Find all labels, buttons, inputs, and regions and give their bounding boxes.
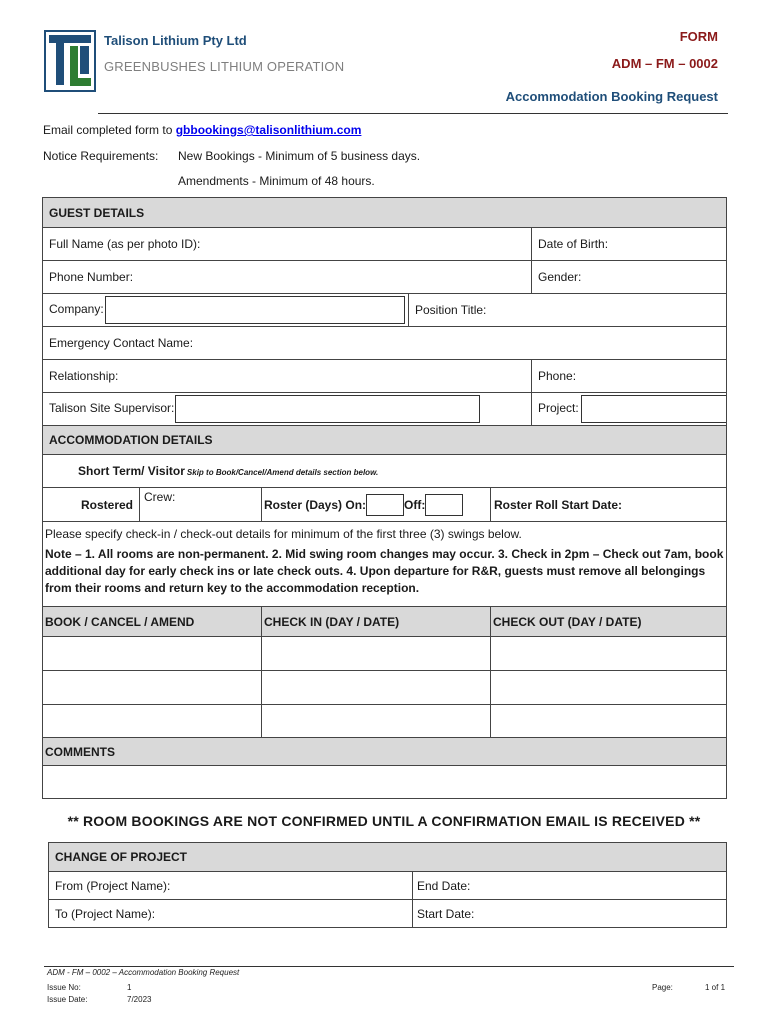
short-term-label: Short Term/ Visitor (78, 464, 185, 478)
start-date-label: Start Date: (417, 906, 475, 921)
swing-1-check-in[interactable] (262, 637, 491, 671)
phone-label: Phone: (538, 369, 577, 383)
short-term-row[interactable] (43, 455, 727, 488)
page-value: 1 of 1 (705, 983, 726, 992)
from-project-label: From (Project Name): (55, 878, 171, 893)
footer-form-title: ADM - FM – 0002 – Accommodation Booking Request (47, 968, 240, 977)
full-name-field[interactable] (43, 228, 532, 261)
gender-label: Gender: (538, 270, 582, 284)
company-field (43, 294, 409, 327)
position-label: Position Title: (415, 303, 487, 317)
change-of-project-header: CHANGE OF PROJECT (49, 843, 727, 872)
form-code: ADM – FM – 0002 (611, 56, 718, 71)
phone-number-label: Phone Number: (49, 270, 134, 284)
company-input[interactable] (105, 296, 405, 324)
footer-divider (44, 966, 734, 967)
roster-days-field (261, 488, 490, 521)
form-label: FORM (679, 29, 718, 44)
company-label: Company: (49, 302, 104, 317)
roster-off-input[interactable] (425, 494, 463, 516)
roster-roll-start-field[interactable] (490, 488, 726, 521)
end-date-field[interactable] (413, 872, 727, 900)
supervisor-field (43, 393, 532, 426)
operation-name: GREENBUSHES LITHIUM OPERATION (104, 59, 345, 74)
specify-text: Please specify check-in / check-out details for minimum of the first three (3) swings below. (45, 527, 522, 541)
start-date-field[interactable] (413, 900, 727, 928)
comments-field[interactable] (43, 766, 727, 799)
emergency-contact-label: Emergency Contact Name: (49, 336, 194, 350)
issue-date-value: 7/2023 (127, 995, 152, 1004)
relationship-label: Relationship: (49, 369, 119, 383)
comments-header: COMMENTS (43, 738, 727, 766)
to-project-label: To (Project Name): (55, 906, 156, 921)
roster-on-label: Roster (Days) On: (264, 497, 367, 512)
to-project-field[interactable] (49, 900, 413, 928)
instructions-cell (43, 522, 727, 607)
swing-2-check-in[interactable] (262, 671, 491, 705)
col-check-out: CHECK OUT (DAY / DATE) (491, 607, 727, 637)
end-date-label: End Date: (417, 878, 471, 893)
gender-field[interactable] (532, 261, 727, 294)
change-of-project-table (48, 842, 727, 928)
full-name-label: Full Name (as per photo ID): (49, 237, 201, 251)
col-book-cancel-amend: BOOK / CANCEL / AMEND (43, 607, 262, 637)
swing-booking-table (42, 606, 727, 799)
notice-new-bookings: New Bookings - Minimum of 5 business days. (178, 149, 421, 163)
swing-3-action[interactable] (43, 705, 262, 738)
swing-2-check-out[interactable] (491, 671, 727, 705)
confirmation-notice: ** ROOM BOOKINGS ARE NOT CONFIRMED UNTIL A CONFIRMATION EMAIL IS RECEIVED ** (67, 813, 701, 829)
issue-no-label: Issue No: (47, 983, 81, 992)
notice-label: Notice Requirements: (43, 149, 159, 163)
email-instruction (43, 123, 361, 137)
position-field[interactable] (409, 294, 727, 327)
col-check-in: CHECK IN (DAY / DATE) (262, 607, 491, 637)
swing-3-check-out[interactable] (491, 705, 727, 738)
supervisor-input[interactable] (175, 395, 480, 423)
page-label: Page: (652, 983, 673, 992)
rostered-row (43, 488, 727, 522)
issue-no-value: 1 (127, 983, 132, 992)
swing-1-check-out[interactable] (491, 637, 727, 671)
swing-2-action[interactable] (43, 671, 262, 705)
issue-date-label: Issue Date: (47, 995, 88, 1004)
guest-details-header: GUEST DETAILS (43, 198, 727, 228)
accommodation-details-header: ACCOMMODATION DETAILS (43, 426, 727, 455)
note-text: Note – 1. All rooms are non-permanent. 2. Mid swing room changes may occur. 3. Check in 2pm – Check out 7am, book additional day for early check ins or late check outs. 4. Upon departure for R&R, guests must remove all belongings from their rooms and return key to the accommodation reception. (45, 547, 724, 595)
notice-amendments: Amendments - Minimum of 48 hours. (178, 174, 375, 188)
swing-1-action[interactable] (43, 637, 262, 671)
emergency-contact-field[interactable] (43, 327, 727, 360)
dob-label: Date of Birth: (538, 237, 609, 251)
short-term-note: Skip to Book/Cancel/Amend details section below. (186, 468, 379, 477)
supervisor-label: Talison Site Supervisor: (49, 401, 175, 416)
crew-field[interactable] (139, 488, 261, 521)
booking-form-table (42, 197, 727, 607)
company-name: Talison Lithium Pty Ltd (104, 33, 247, 48)
email-link[interactable]: gbbookings@talisonlithium.com (175, 123, 362, 137)
rostered-label: Rostered (80, 497, 133, 512)
header-divider (98, 113, 728, 114)
dob-field[interactable] (532, 228, 727, 261)
email-prefix: Email completed form to (43, 123, 176, 137)
form-title: Accommodation Booking Request (505, 89, 718, 104)
roster-on-input[interactable] (366, 494, 404, 516)
talison-logo (44, 30, 96, 92)
roster-roll-start-label: Roster Roll Start Date: (494, 497, 623, 512)
relationship-field[interactable] (43, 360, 532, 393)
from-project-field[interactable] (49, 872, 413, 900)
phone-field[interactable] (532, 360, 727, 393)
roster-off-label: Off: (404, 497, 426, 512)
swing-3-check-in[interactable] (262, 705, 491, 738)
phone-number-field[interactable] (43, 261, 532, 294)
project-label: Project: (538, 401, 579, 416)
notice-requirements (43, 149, 420, 163)
project-field (532, 393, 727, 426)
project-input[interactable] (581, 395, 727, 423)
crew-label: Crew: (144, 490, 176, 504)
